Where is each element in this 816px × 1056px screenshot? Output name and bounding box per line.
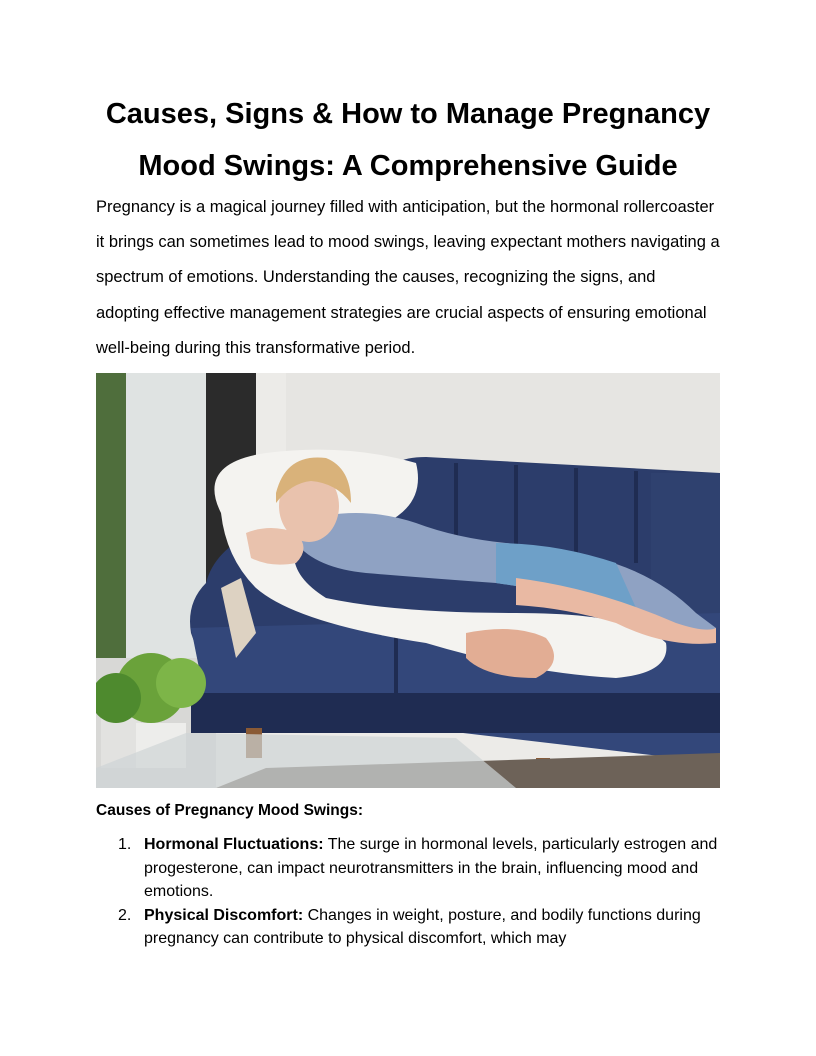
list-item-number: 1. bbox=[118, 836, 132, 853]
article-title: Causes, Signs & How to Manage Pregnancy Mood Swings: A Comprehensive Guide bbox=[105, 98, 711, 182]
causes-list bbox=[96, 833, 720, 951]
list-item-text: Changes in weight, posture, and bodily functions during pregnancy can contribute to physical discomfort, which may bbox=[144, 906, 701, 947]
causes-list-item bbox=[96, 904, 720, 951]
causes-list-item bbox=[96, 833, 720, 904]
list-item-term: Physical Discomfort: bbox=[144, 906, 304, 924]
intro-paragraph: Pregnancy is a magical journey filled with anticipation, but the hormonal rollercoaster it brings can sometimes lead to mood swings, leaving expectant mothers navigating a spectrum of emotions. Understanding the causes, recognizing the signs, and adopting effective management strategies are crucial aspects of ensuring emotional well-being during this transformative period. bbox=[96, 198, 720, 357]
list-item-number: 2. bbox=[118, 906, 132, 924]
article-photo-woman-on-sofa-with-pregnancy-pillow bbox=[96, 373, 720, 788]
causes-heading: Causes of Pregnancy Mood Swings: bbox=[96, 802, 363, 819]
list-item-term: Hormonal Fluctuations: bbox=[144, 836, 324, 853]
list-item-text: The surge in hormonal levels, particularly estrogen and progesterone, can impact neurotransmitters in the brain, influencing mood and emotions. bbox=[144, 836, 718, 900]
